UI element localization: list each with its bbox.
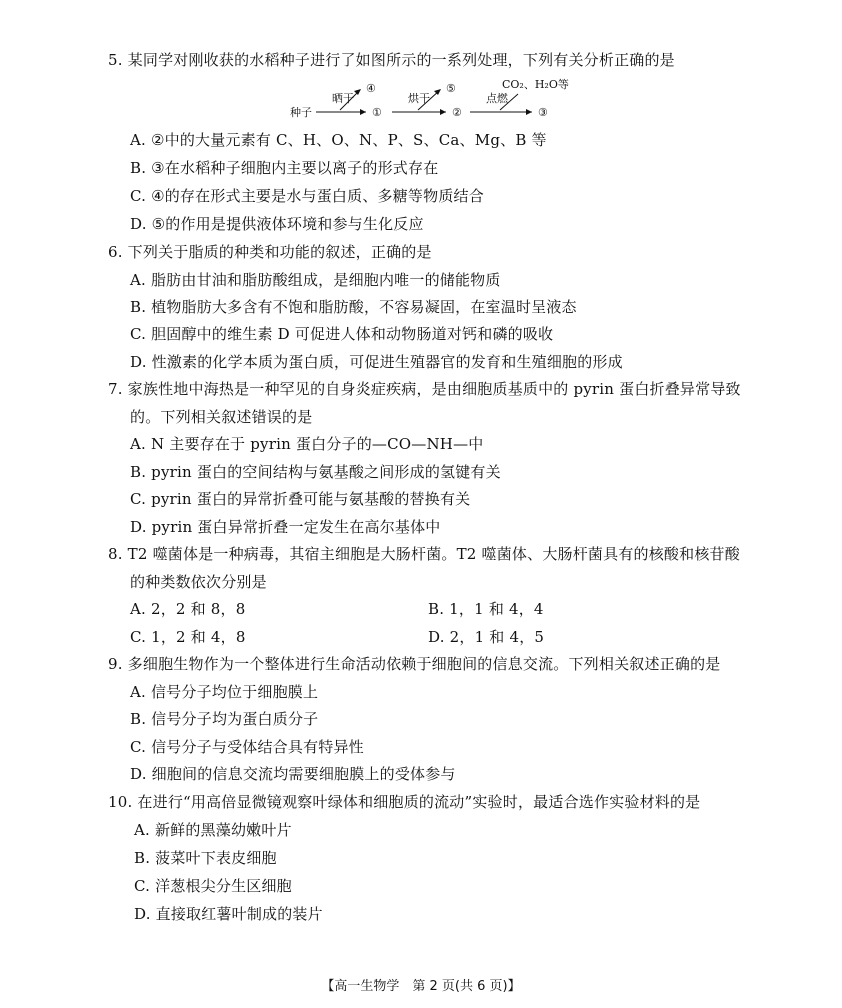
q6-stem: 6. 下列关于脂质的种类和功能的叙述，正确的是 [108, 243, 432, 261]
q6-option-a: A. 脂肪由甘油和脂肪酸组成，是细胞内唯一的储能物质 [130, 271, 501, 289]
q6-option-c: C. 胆固醇中的维生素 D 可促进人体和动物肠道对钙和磷的吸收 [130, 325, 554, 343]
q5-option-a: A. ②中的大量元素有 C、H、O、N、P、S、Ca、Mg、B 等 [130, 131, 547, 149]
q9-option-b: B. 信号分子均为蛋白质分子 [130, 710, 319, 728]
q6-option-b: B. 植物脂肪大多含有不饱和脂肪酸，不容易凝固，在室温时呈液态 [130, 298, 577, 316]
q6-option-d: D. 性激素的化学本质为蛋白质，可促进生殖器官的发育和生殖细胞的形成 [130, 353, 623, 371]
q8-stem-line2: 的种类数依次分别是 [130, 573, 267, 591]
q8-option-b: B. 1，1 和 4，4 [428, 600, 544, 618]
q8-option-d: D. 2，1 和 4，5 [428, 628, 545, 646]
q10-option-a: A. 新鲜的黑藻幼嫩叶片 [134, 821, 292, 839]
q9-stem: 9. 多细胞生物作为一个整体进行生命活动依赖于细胞间的信息交流。下列相关叙述正确的是 [108, 655, 721, 673]
diagram-n3: ③ [538, 106, 548, 119]
q8-option-a: A. 2，2 和 8，8 [130, 600, 246, 618]
q9-option-a: A. 信号分子均位于细胞膜上 [130, 683, 319, 701]
arrow-1-head [360, 109, 366, 115]
q10-option-b: B. 菠菜叶下表皮细胞 [134, 849, 277, 867]
q9-option-c: C. 信号分子与受体结合具有特异性 [130, 738, 364, 756]
diagram-dry1-label: 晒干 [332, 92, 354, 105]
q5-process-diagram [288, 76, 588, 126]
diagram-n1: ① [372, 106, 382, 119]
q7-stem-line1: 7. 家族性地中海热是一种罕见的自身炎症疾病，是由细胞质基质中的 pyrin 蛋白折叠异常导致 [108, 380, 741, 398]
branch-arrow-1-head [354, 89, 361, 95]
q10-option-c: C. 洋葱根尖分生区细胞 [134, 877, 292, 895]
diagram-n4: ④ [366, 82, 376, 95]
diagram-seed-label: 种子 [290, 106, 312, 119]
q7-option-a: A. N 主要存在于 pyrin 蛋白分子的—CO—NH—中 [130, 435, 484, 453]
q8-stem-line1: 8. T2 噬菌体是一种病毒，其宿主细胞是大肠杆菌。T2 噬菌体、大肠杆菌具有的核酸和核苷酸 [108, 545, 740, 563]
q7-option-b: B. pyrin 蛋白的空间结构与氨基酸之间形成的氢键有关 [130, 463, 501, 481]
q7-option-d: D. pyrin 蛋白异常折叠一定发生在高尔基体中 [130, 518, 441, 536]
q5-stem: 5. 某同学对刚收获的水稻种子进行了如图所示的一系列处理，下列有关分析正确的是 [108, 51, 675, 69]
diagram-n2: ② [452, 106, 462, 119]
arrow-3-head [526, 109, 532, 115]
diagram-n5: ⑤ [446, 82, 456, 95]
q10-stem: 10. 在进行“用高倍显微镜观察叶绿体和细胞质的流动”实验时，最适合选作实验材料的是 [108, 793, 701, 811]
q7-option-c: C. pyrin 蛋白的异常折叠可能与氨基酸的替换有关 [130, 490, 471, 508]
q7-stem-line2: 的。下列相关叙述错误的是 [130, 408, 313, 426]
q8-option-c: C. 1，2 和 4，8 [130, 628, 246, 646]
q5-option-b: B. ③在水稻种子细胞内主要以离子的形式存在 [130, 159, 439, 177]
diagram-dry2-label: 烘干 [408, 92, 430, 105]
q5-option-d: D. ⑤的作用是提供液体环境和参与生化反应 [130, 215, 424, 233]
page-footer: 【高一生物学 第 2 页(共 6 页)】 [321, 979, 521, 994]
arrow-2-head [440, 109, 446, 115]
q9-option-d: D. 细胞间的信息交流均需要细胞膜上的受体参与 [130, 765, 456, 783]
diagram-burn-label: 点燃 [486, 92, 508, 105]
diagram-products-label: CO₂、H₂O等 [502, 78, 569, 91]
q5-option-c: C. ④的存在形式主要是水与蛋白质、多糖等物质结合 [130, 187, 484, 205]
q10-option-d: D. 直接取红薯叶制成的装片 [134, 905, 323, 923]
